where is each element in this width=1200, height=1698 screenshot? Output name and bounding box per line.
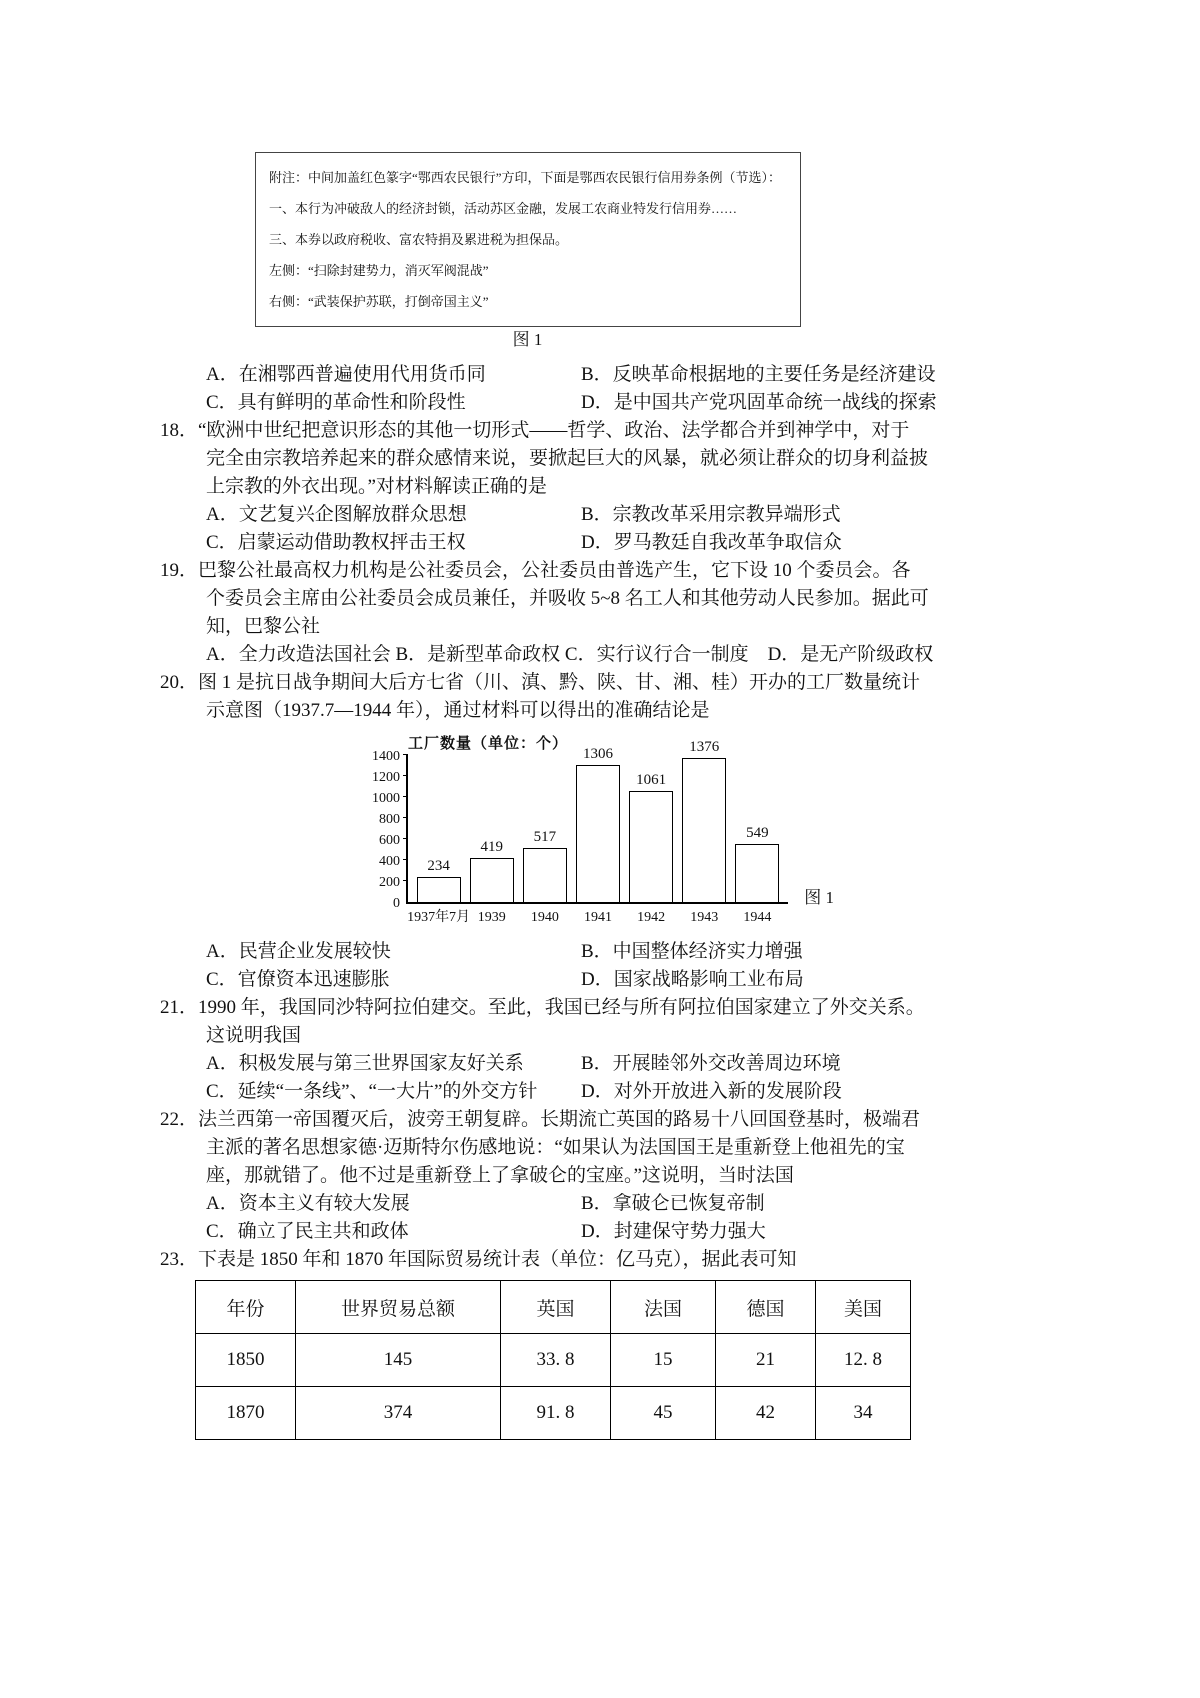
excerpt-line: 右侧：“武装保护苏联，打倒帝国主义” <box>269 294 489 309</box>
y-tick-mark <box>403 754 408 755</box>
option-row <box>160 1218 1020 1246</box>
option-row <box>160 1078 1020 1106</box>
stem-line: 22．法兰西第一帝国覆灭后，波旁王朝复辟。长期流亡英国的路易十八回国登基时，极端君 <box>160 1109 921 1130</box>
bar-value-label: 1306 <box>582 746 613 762</box>
table-cell: 33. 8 <box>501 1334 611 1387</box>
option-row <box>160 966 1020 994</box>
y-tick-mark <box>403 880 408 881</box>
y-tick-label: 1000 <box>372 791 400 806</box>
table-cell: 145 <box>296 1334 501 1387</box>
y-tick-label: 800 <box>379 812 400 827</box>
option: D．封建保守势力强大 <box>581 1221 766 1242</box>
option: D．国家战略影响工业布局 <box>581 969 804 990</box>
table-header-cell: 英国 <box>501 1281 611 1334</box>
option: C．延续“一条线”、“一大片”的外交方针 <box>206 1081 538 1102</box>
table-header-row <box>196 1281 911 1334</box>
stem-line: 个委员会主席由公社委员会成员兼任，并吸收 5~8 名工人和其他劳动人民参加。据此可 <box>206 588 929 609</box>
chart-bar-group <box>470 839 514 925</box>
x-tick-label: 1943 <box>690 910 719 925</box>
excerpt-line: 一、本行为冲破敌人的经济封锁，活动苏区金融，发展工农商业特发行信用券…… <box>269 201 738 216</box>
question-23 <box>160 1246 1020 1440</box>
option: A．文艺复兴企图解放群众思想 <box>206 504 467 525</box>
table-cell: 1870 <box>196 1387 296 1440</box>
stem-line: 21．1990 年，我国同沙特阿拉伯建交。至此，我国已经与所有阿拉伯国家建立了外交关系。 <box>160 997 925 1018</box>
chart-y-axis <box>360 749 406 911</box>
option: B．拿破仑已恢复帝制 <box>581 1193 765 1214</box>
table-cell: 91. 8 <box>501 1387 611 1440</box>
stem-line: 主派的著名思想家德·迈斯特尔伤感地说：“如果认为法国国王是重新登上他祖先的宝 <box>206 1137 905 1158</box>
option-row <box>160 1190 1020 1218</box>
chart-bar <box>470 858 514 902</box>
option-row <box>160 501 1020 529</box>
table-cell: 21 <box>716 1334 816 1387</box>
table-cell: 34 <box>816 1387 911 1440</box>
x-tick-label: 1940 <box>530 910 559 925</box>
table-header-cell: 年份 <box>196 1281 296 1334</box>
chart-bar-group <box>576 746 620 925</box>
chart-bar-group <box>735 825 779 925</box>
stem-line: 23．下表是 1850 年和 1870 年国际贸易统计表（单位：亿马克），据此表可知 <box>160 1249 797 1270</box>
y-tick-label: 600 <box>379 833 400 848</box>
option: D．是中国共产党巩固革命统一战线的探索 <box>581 392 937 413</box>
x-tick-label: 1937年7月 <box>407 910 471 925</box>
table-row <box>196 1387 911 1440</box>
question-22 <box>160 1106 1020 1246</box>
chart-bar <box>417 877 461 902</box>
table-cell: 45 <box>611 1387 716 1440</box>
option: C．官僚资本迅速膨胀 <box>206 969 390 990</box>
table-cell: 12. 8 <box>816 1334 911 1387</box>
x-tick-label: 1941 <box>583 910 612 925</box>
excerpt-line: 三、本券以政府税收、富农特捐及累进税为担保品。 <box>269 232 569 247</box>
option: C．确立了民主共和政体 <box>206 1221 409 1242</box>
option: B．开展睦邻外交改善周边环境 <box>581 1053 841 1074</box>
bar-value-label: 1061 <box>636 772 667 788</box>
stem-line: 完全由宗教培养起来的群众感情来说，要掀起巨大的风暴，就必须让群众的切身利益披 <box>206 448 929 469</box>
option: A．民营企业发展较快 <box>206 941 391 962</box>
option-row <box>160 389 1020 417</box>
stem-line: 19．巴黎公社最高权力机构是公社委员会，公社委员由普选产生，它下设 10 个委员会。各 <box>160 560 911 581</box>
y-tick-label: 400 <box>379 854 400 869</box>
y-tick-label: 1400 <box>372 749 400 764</box>
table-cell: 1850 <box>196 1334 296 1387</box>
table-row <box>196 1334 911 1387</box>
chart-bar <box>682 758 726 902</box>
chart-bar <box>523 848 567 902</box>
table-header-cell: 世界贸易总额 <box>296 1281 501 1334</box>
table-header-cell: 德国 <box>716 1281 816 1334</box>
factory-count-chart <box>360 733 840 932</box>
stem-line: 座，那就错了。他不过是重新登上了拿破仑的宝座。”这说明，当时法国 <box>206 1165 794 1186</box>
chart-bar-group <box>523 829 567 925</box>
stem-line: 知，巴黎公社 <box>206 616 321 637</box>
source-excerpt-box <box>255 152 801 327</box>
y-tick-mark <box>403 775 408 776</box>
question-18 <box>160 417 1020 557</box>
excerpt-line: 附注：中间加盖红色篆字“鄂西农民银行”方印，下面是鄂西农民银行信用券条例（节选）： <box>269 170 782 185</box>
y-tick-mark <box>403 796 408 797</box>
chart-bar <box>576 765 620 902</box>
question-17-options <box>160 361 1020 417</box>
y-tick-mark <box>403 859 408 860</box>
x-tick-label: 1944 <box>743 910 772 925</box>
stem-line: 20．图 1 是抗日战争期间大后方七省（川、滇、黔、陕、甘、湘、桂）开办的工厂数量统计 <box>160 672 921 693</box>
option: C．启蒙运动借助教权抨击王权 <box>206 532 466 553</box>
chart-figure-caption: 图 1 <box>804 888 834 907</box>
question-20 <box>160 669 1020 994</box>
x-tick-label: 1939 <box>477 910 506 925</box>
option: A．资本主义有较大发展 <box>206 1193 410 1214</box>
question-19 <box>160 557 1020 669</box>
option: D．罗马教廷自我改革争取信众 <box>581 532 842 553</box>
stem-line: 示意图（1937.7—1944 年），通过材料可以得出的准确结论是 <box>206 700 710 721</box>
table-header-cell: 法国 <box>611 1281 716 1334</box>
table-cell: 374 <box>296 1387 501 1440</box>
x-tick-label: 1942 <box>637 910 666 925</box>
option: D．对外开放进入新的发展阶段 <box>581 1081 842 1102</box>
bar-value-label: 419 <box>480 839 503 855</box>
chart-title: 工厂数量（单位：个） <box>408 736 569 752</box>
stem-line: 上宗教的外衣出现。”对材料解读正确的是 <box>206 476 547 497</box>
table-cell: 15 <box>611 1334 716 1387</box>
question-21 <box>160 994 1020 1106</box>
chart-bar <box>629 791 673 902</box>
chart-bar-group <box>407 858 471 925</box>
stem-line: 这说明我国 <box>206 1025 302 1046</box>
table-cell: 42 <box>716 1387 816 1440</box>
bar-value-label: 517 <box>533 829 557 845</box>
trade-statistics-table <box>195 1280 911 1440</box>
option: B．中国整体经济实力增强 <box>581 941 803 962</box>
bar-value-label: 1376 <box>689 739 720 755</box>
option-row <box>160 361 1020 389</box>
y-tick-mark <box>403 817 408 818</box>
option: C．具有鲜明的革命性和阶段性 <box>206 392 466 413</box>
option-row: A．全力改造法国社会 B．是新型革命政权 C．实行议行合一制度 D．是无产阶级政权 <box>206 644 934 665</box>
option: A．在湘鄂西普遍使用代用货币同 <box>206 364 486 385</box>
chart-bar-group <box>629 772 673 925</box>
y-tick-label: 1200 <box>372 770 400 785</box>
stem-line: 18．“欧洲中世纪把意识形态的其他一切形式——哲学、政治、法学都合并到神学中，对于 <box>160 420 910 441</box>
excerpt-line: 左侧：“扫除封建势力，消灭军阀混战” <box>269 263 489 278</box>
option-row <box>160 1050 1020 1078</box>
bar-value-label: 549 <box>746 825 769 841</box>
y-tick-label: 200 <box>379 875 400 890</box>
option: B．宗教改革采用宗教异端形式 <box>581 504 841 525</box>
bar-value-label: 234 <box>427 858 450 874</box>
y-tick-mark <box>403 838 408 839</box>
chart-bar <box>735 844 779 902</box>
figure-caption: 图 1 <box>512 330 543 349</box>
option-row <box>160 938 1020 966</box>
table-header-cell: 美国 <box>816 1281 911 1334</box>
y-tick-label: 0 <box>393 896 400 911</box>
option-row <box>160 529 1020 557</box>
option: A．积极发展与第三世界国家友好关系 <box>206 1053 524 1074</box>
exam-page <box>160 152 1020 1440</box>
chart-bar-group <box>682 739 726 925</box>
option: B．反映革命根据地的主要任务是经济建设 <box>581 364 936 385</box>
